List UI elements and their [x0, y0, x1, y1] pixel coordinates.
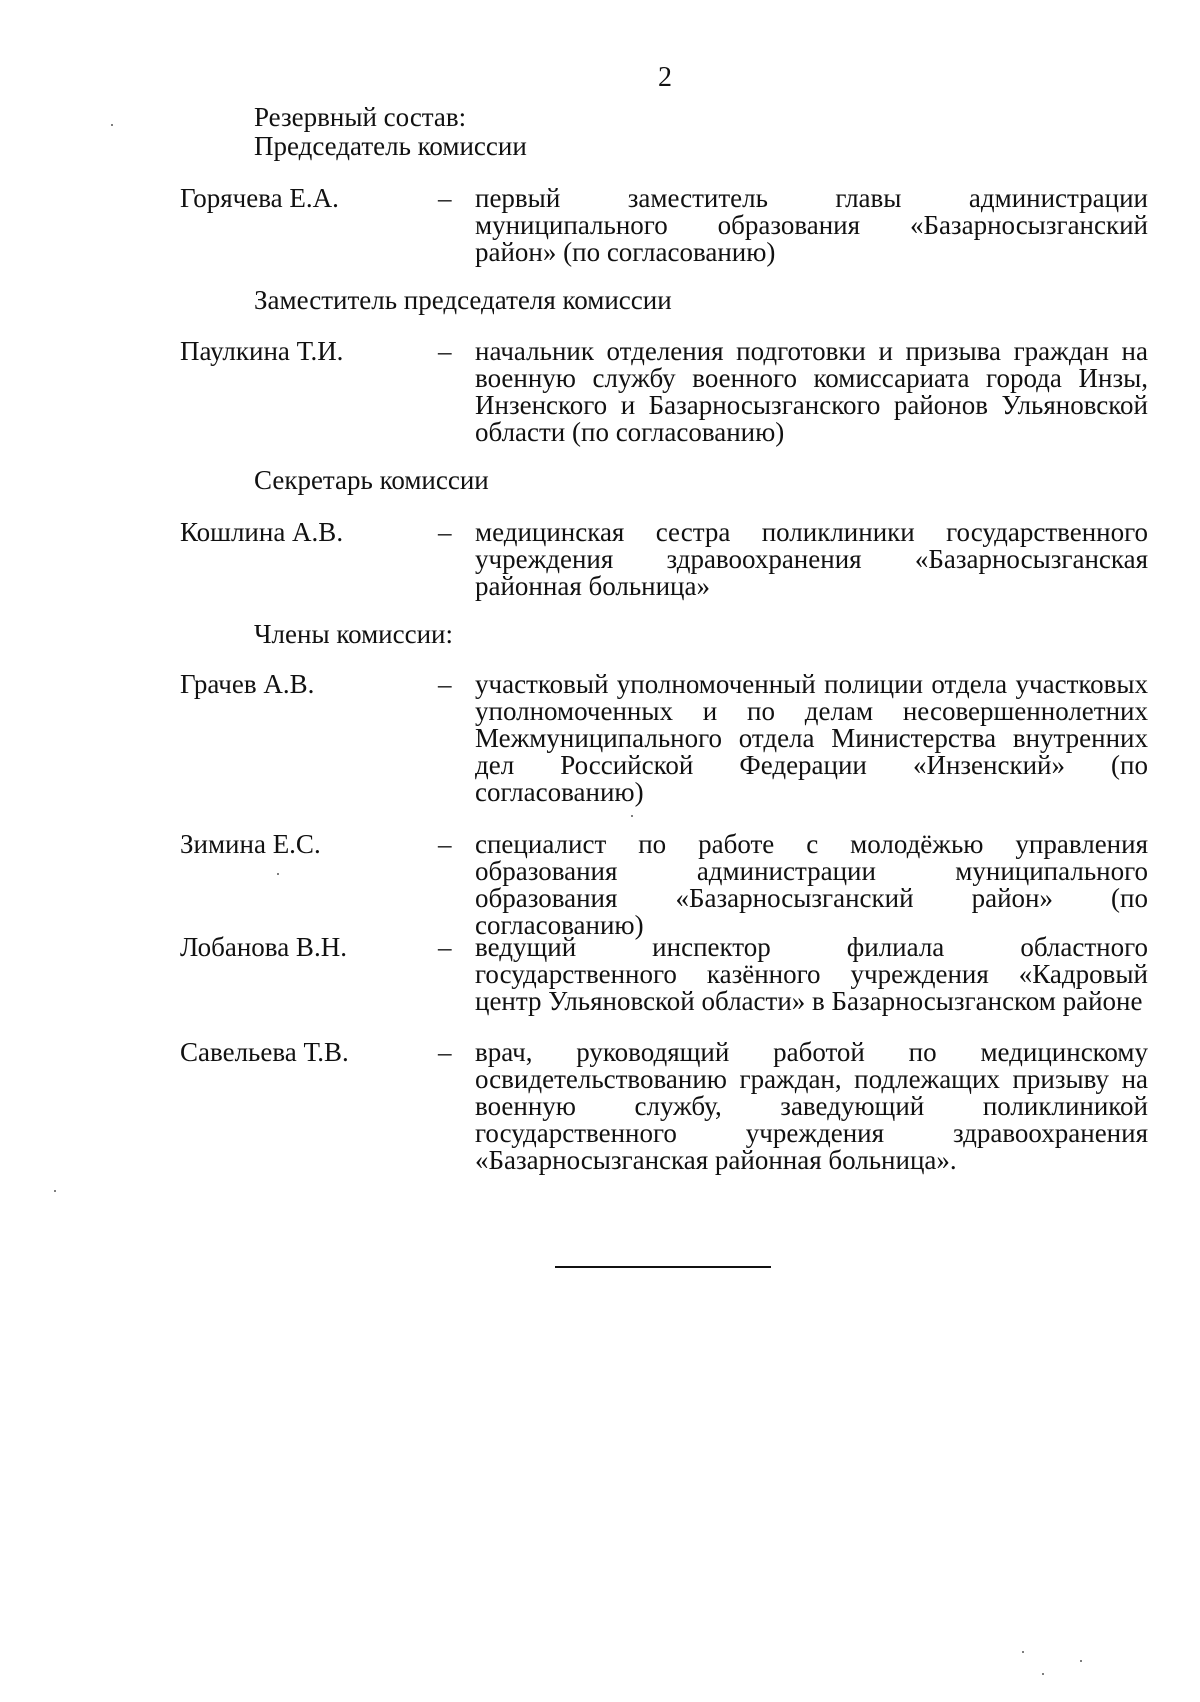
- section-secretary: Секретарь комиссии: [254, 465, 489, 495]
- member-position: участковый уполномоченный полиции отдела участковых уполномоченных и по делам несовершеннолетних Межмуниципального отдела Министерства внутренних дел Российской Федерации «Инзенский» (по согласованию): [475, 669, 1148, 807]
- member-position: первый заместитель главы администрации муниципального образования «Базарносызганский район» (по согласованию): [475, 183, 1148, 267]
- dash: –: [438, 932, 452, 962]
- dash: –: [438, 829, 452, 859]
- dash: –: [438, 517, 452, 547]
- scan-speck: [631, 815, 633, 817]
- scan-speck: [277, 873, 279, 875]
- member-position: врач, руководящий работой по медицинскому освидетельствованию граждан, подлежащих призыву на военную службу, заведующий поликлиникой государственного учреждения здравоохранения «Базарносызганская районная больница».: [475, 1037, 1148, 1175]
- section-chairman: Председатель комиссии: [254, 131, 527, 161]
- dash: –: [438, 336, 452, 366]
- page-number: 2: [658, 62, 672, 93]
- dash: –: [438, 1037, 452, 1067]
- scan-speck: [111, 124, 113, 126]
- reserve-heading: Резервный состав:: [254, 102, 467, 132]
- member-name: Лобанова В.Н.: [180, 932, 347, 962]
- member-name: Савельева Т.В.: [180, 1037, 349, 1067]
- scan-speck: [1080, 1660, 1082, 1662]
- member-name: Горячева Е.А.: [180, 183, 339, 213]
- section-deputy: Заместитель председателя комиссии: [254, 285, 672, 315]
- section-members: Члены комиссии:: [254, 619, 453, 649]
- member-name: Паулкина Т.И.: [180, 336, 344, 366]
- member-position: ведущий инспектор филиала областного государственного казённого учреждения «Кадровый центр Ульяновской области» в Базарносызганском районе: [475, 932, 1148, 1016]
- member-name: Зимина Е.С.: [180, 829, 321, 859]
- scan-speck: [1022, 1651, 1024, 1653]
- dash: –: [438, 669, 452, 699]
- member-position: специалист по работе с молодёжью управления образования администрации муниципального образования «Базарносызганский район» (по согласованию): [475, 829, 1148, 940]
- scan-speck: [54, 1190, 56, 1192]
- scan-speck: [1042, 1673, 1044, 1675]
- member-position: медицинская сестра поликлиники государственного учреждения здравоохранения «Базарносызганская районная больница»: [475, 517, 1148, 601]
- member-position: начальник отделения подготовки и призыва граждан на военную службу военного комиссариата города Инзы, Инзенского и Базарносызганского районов Ульяновской области (по согласованию): [475, 336, 1148, 447]
- member-name: Кошлина А.В.: [180, 517, 344, 547]
- member-name: Грачев А.В.: [180, 669, 315, 699]
- closing-rule: [555, 1266, 771, 1268]
- dash: –: [438, 183, 452, 213]
